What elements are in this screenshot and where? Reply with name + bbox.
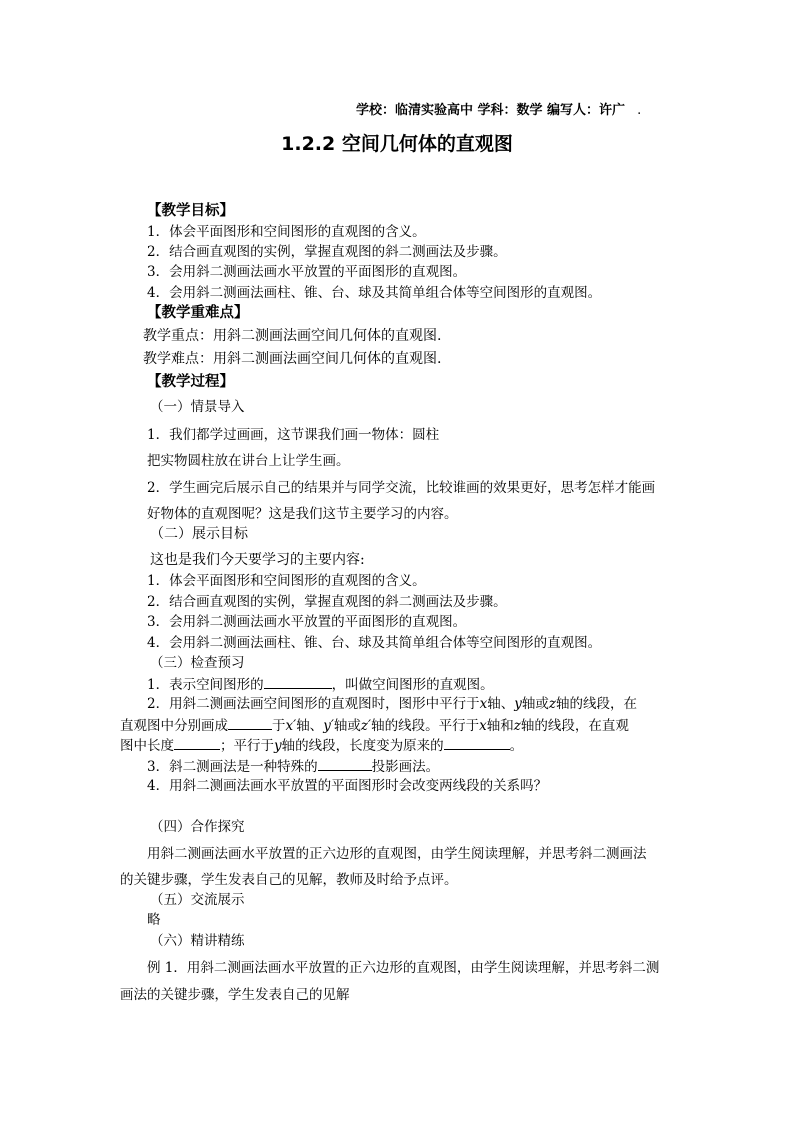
keypoint-focus: 教学重点：用斜二测画法画空间几何体的直观图. (143, 328, 442, 344)
keypoint-difficulty: 教学难点：用斜二测画法画空间几何体的直观图. (143, 351, 442, 367)
section-1-p2: 把实物圆柱放在讲台上让学生画。 (147, 453, 350, 469)
section-2-item-3: 3．会用斜二测画法画水平放置的平面图形的直观图。 (147, 614, 467, 630)
answer-blank (318, 757, 372, 771)
goal-item-2: 2．结合画直观图的实例，掌握直观图的斜二测画法及步骤。 (147, 244, 507, 260)
answer-blank (264, 675, 332, 689)
section-1-p3a: 2．学生画完后展示自己的结果并与同学交流，比较谁画的效果更好，思考怎样才能画 (147, 480, 656, 496)
answer-blank (444, 736, 510, 750)
keypoints-heading: 【教学重难点】 (147, 305, 249, 321)
section-2-title: （二）展示目标 (150, 526, 248, 542)
section-1-p3b: 好物体的直观图呢？这是我们这节主要学习的内容。 (147, 506, 458, 522)
section-5-p1: 略 (147, 912, 161, 928)
page-title: 1.2.2 空间几何体的直观图 (281, 133, 513, 155)
section-6-p2: 画法的关键步骤，学生发表自己的见解 (120, 987, 350, 1003)
section-6-p1: 例 1．用斜二测画法画水平放置的正六边形的直观图，由学生阅读理解，并思考斜二测 (147, 960, 660, 976)
header-text: 学校：临清实验高中 学科：数学 编写人：许广 (356, 103, 626, 118)
process-heading: 【教学过程】 (147, 374, 234, 390)
goal-item-1: 1．体会平面图形和空间图形的直观图的含义。 (147, 224, 426, 240)
question-4: 4．用斜二测画法画水平放置的平面图形时会改变两线段的关系吗？ (147, 778, 548, 794)
question-2-line-3: 图中长度 ；平行于y轴的线段，长度变为原来的 。 (120, 738, 524, 754)
section-6-title: （六）精讲精练 (150, 933, 245, 949)
question-2-line-2: 直观图中分别画成 于x′轴、y′轴或z′轴的线段。平行于x轴和z轴的线段，在直观 (120, 718, 629, 734)
goals-heading: 【教学目标】 (147, 203, 234, 219)
question-2-line-1: 2．用斜二测画法画空间图形的直观图时，图形中平行于x轴、y轴或z轴的线段，在 (147, 696, 637, 712)
goal-item-4: 4．会用斜二测画法画柱、锥、台、球及其简单组合体等空间图形的直观图。 (147, 285, 602, 301)
section-2-item-4: 4．会用斜二测画法画柱、锥、台、球及其简单组合体等空间图形的直观图。 (147, 635, 602, 651)
section-2-item-1: 1．体会平面图形和空间图形的直观图的含义。 (147, 573, 426, 589)
section-1-title: （一）情景导入 (150, 399, 245, 415)
goal-item-3: 3．会用斜二测画法画水平放置的平面图形的直观图。 (147, 264, 467, 280)
answer-blank (174, 736, 220, 750)
header-dot: . (637, 103, 642, 118)
section-4-p1: 用斜二测画法画水平放置的正六边形的直观图，由学生阅读理解，并思考斜二测画法 (147, 846, 647, 862)
question-1: 1．表示空间图形的 ，叫做空间图形的直观图。 (147, 677, 494, 693)
section-2-item-2: 2．结合画直观图的实例，掌握直观图的斜二测画法及步骤。 (147, 594, 507, 610)
question-3: 3．斜二测画法是一种特殊的 投影画法。 (147, 759, 440, 775)
section-4-p2: 的关键步骤，学生发表自己的见解，教师及时给予点评。 (120, 872, 458, 888)
header-info (356, 99, 641, 118)
section-1-p1: 1．我们都学过画画，这节课我们画一物体：圆柱 (147, 427, 440, 443)
section-4-title: （四）合作探究 (150, 819, 245, 835)
section-5-title: （五）交流展示 (150, 892, 245, 908)
answer-blank (228, 716, 272, 730)
section-2-intro: 这也是我们今天要学习的主要内容: (150, 552, 365, 568)
section-3-title: （三）检查预习 (150, 655, 245, 671)
